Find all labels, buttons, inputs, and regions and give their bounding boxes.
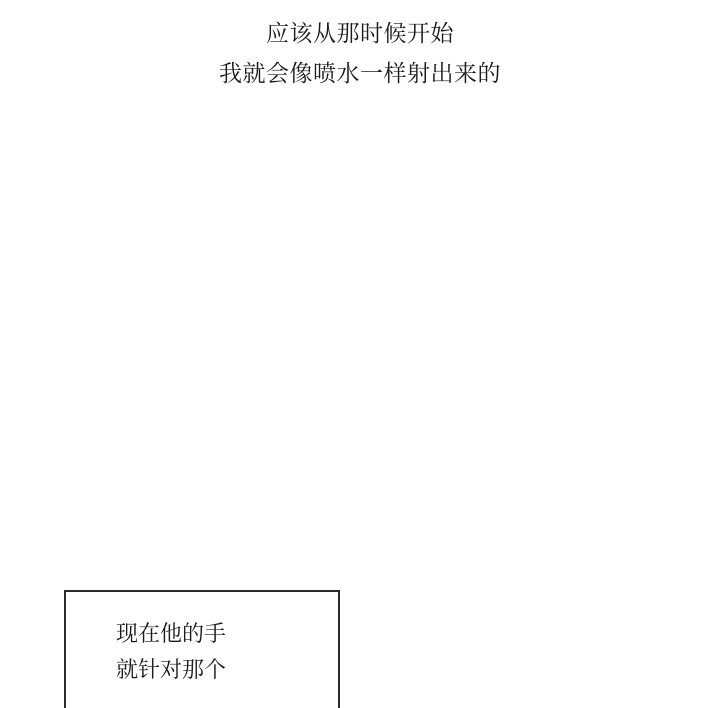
top-caption-block: [0, 14, 720, 94]
speech-panel-line-2: 就针对那个: [116, 658, 227, 683]
top-caption-line-2: 我就会像喷水一样射出来的: [219, 61, 501, 87]
speech-panel-text: [116, 617, 356, 689]
top-caption-line-1: 应该从那时候开始: [266, 21, 454, 47]
speech-panel-line-1: 现在他的手: [116, 622, 227, 647]
